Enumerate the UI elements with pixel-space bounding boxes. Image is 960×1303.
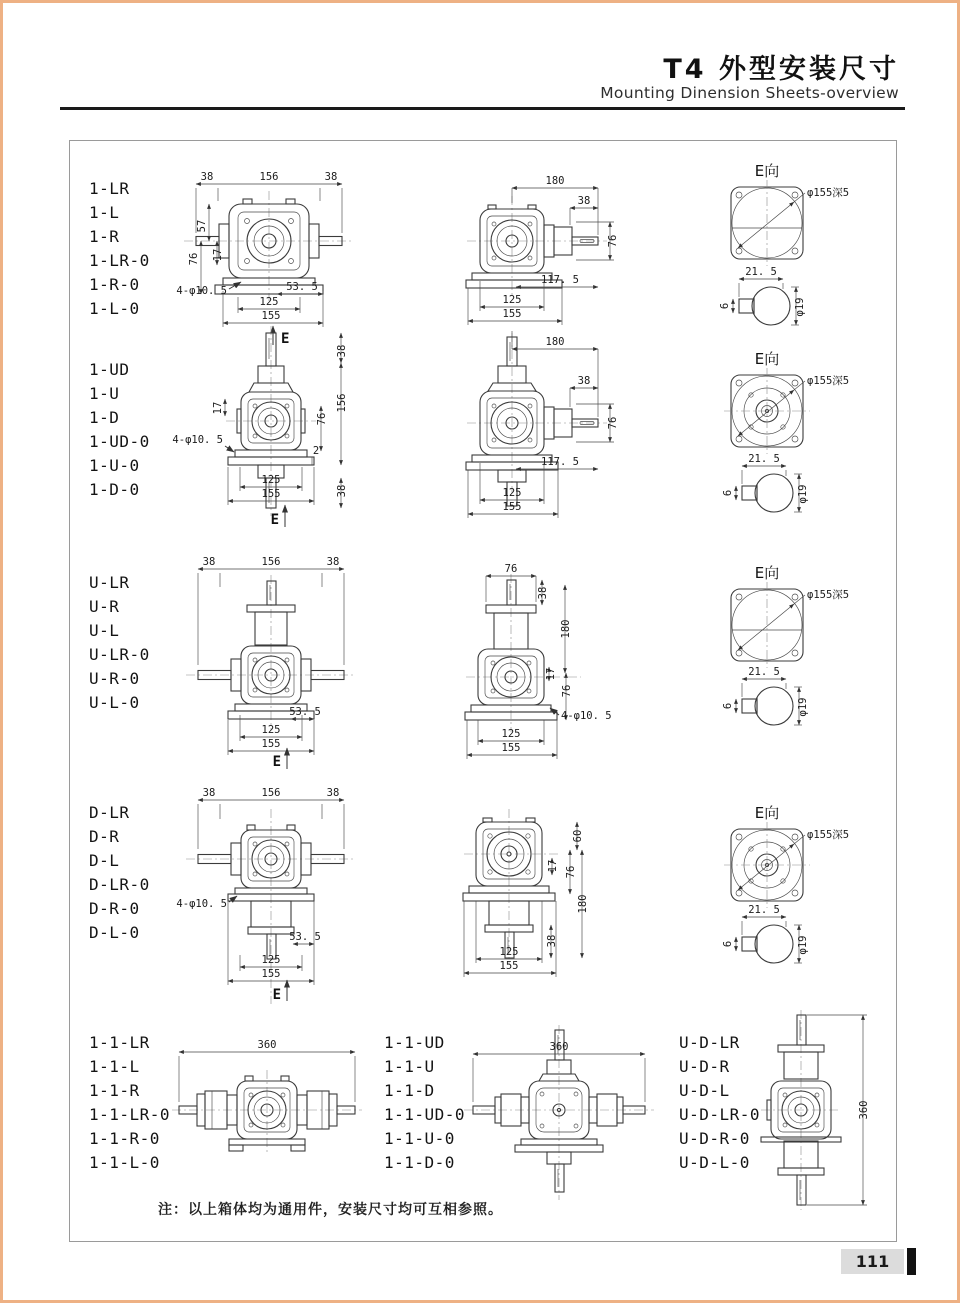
dim-label: 38 [546, 934, 558, 948]
model-label: 1-1-U-0 [384, 1129, 455, 1148]
model-label: 1-UD [89, 360, 130, 379]
model-label: U-D-LR [679, 1033, 740, 1052]
row1-e-view [731, 162, 849, 266]
model-label: 1-LR-0 [89, 251, 150, 270]
page-title: T4 外型安装尺寸 [663, 54, 899, 85]
model-label: U-D-LR-0 [679, 1105, 761, 1124]
model-label: 1-UD-0 [89, 432, 150, 451]
dim-label: 38 [537, 586, 549, 600]
dim-label: 38 [577, 195, 591, 207]
row3-e-view [731, 564, 849, 668]
row1-side-view [466, 175, 619, 325]
dim-label: 180 [560, 619, 572, 639]
dim-label: 38 [202, 787, 216, 799]
dim-label: 156 [261, 787, 281, 799]
dim-label: 156 [261, 556, 281, 568]
model-label: D-LR [89, 803, 130, 822]
dim-label: 38 [200, 171, 214, 183]
e-direction-label: E [272, 987, 281, 1003]
dim-label: 6 [722, 489, 734, 497]
drawings-canvas [70, 141, 896, 1241]
dim-label: 117. 5 [541, 456, 579, 468]
content-frame [69, 140, 897, 1242]
row3-front-view [186, 556, 356, 770]
row1-front-view [176, 171, 354, 347]
dim-label: 38 [202, 556, 216, 568]
row2-side-view [466, 331, 619, 518]
dim-label: φ19 [797, 484, 809, 504]
bottom-drawing-ud [464, 1025, 654, 1200]
model-label: 1-1-D [384, 1081, 435, 1100]
holes-callout: 4-φ10. 5 [176, 898, 227, 910]
row2-front-view [172, 326, 348, 528]
dim-label: 76 [565, 865, 577, 879]
model-label: 1-1-UD [384, 1033, 445, 1052]
dim-label: 21. 5 [748, 453, 780, 465]
model-label: D-R [89, 827, 120, 846]
bore-callout: φ155深5 [807, 829, 850, 841]
dim-label: 53. 5 [286, 281, 318, 293]
dim-label: φ19 [797, 935, 809, 955]
model-label: 1-1-D-0 [384, 1153, 455, 1172]
model-label: U-D-L-0 [679, 1153, 750, 1172]
dim-label: 60 [572, 829, 584, 843]
model-label: 1-D [89, 408, 120, 427]
dim-label: 156 [336, 393, 348, 413]
model-label: 1-D-0 [89, 480, 140, 499]
header-rule [60, 107, 905, 110]
dim-label: 155 [261, 310, 281, 322]
row2-shaft-section [722, 453, 809, 512]
dim-label: 76 [188, 252, 200, 266]
dim-label: 38 [324, 171, 338, 183]
row3-shaft-section [722, 666, 809, 725]
page-subtitle: Mounting Dinension Sheets-overview [600, 84, 899, 102]
dim-label: 17 [212, 248, 224, 262]
dim-label: 57 [196, 219, 208, 233]
model-label: U-LR [89, 573, 130, 592]
dim-label: 155 [501, 742, 521, 754]
model-label: 1-1-R [89, 1081, 140, 1100]
dim-label: 76 [561, 684, 573, 698]
model-label: D-R-0 [89, 899, 140, 918]
dim-label: 125 [261, 724, 281, 736]
model-label: 1-L-0 [89, 299, 140, 318]
dim-label: 155 [261, 968, 281, 980]
e-direction-label: E [281, 331, 290, 347]
bore-callout: φ155深5 [807, 589, 850, 601]
model-label: 1-1-U [384, 1057, 435, 1076]
model-label: 1-1-R-0 [89, 1129, 160, 1148]
holes-callout: 4-φ10. 5 [172, 434, 223, 446]
dim-label: 2 [312, 445, 320, 457]
dim-label: 21. 5 [748, 904, 780, 916]
row4-front-view [176, 787, 356, 1004]
dim-label: 125 [261, 954, 281, 966]
model-label: 1-U-0 [89, 456, 140, 475]
dim-label: 6 [722, 940, 734, 948]
model-label: U-R [89, 597, 120, 616]
model-label: 1-1-LR [89, 1033, 150, 1052]
footnote: 注：以上箱体均为通用件，安装尺寸均可互相参照。 [158, 1202, 503, 1218]
dim-label: 155 [261, 738, 281, 750]
dim-label: 38 [326, 787, 340, 799]
holes-callout: 4-φ10. 5 [176, 285, 227, 297]
dim-label: 6 [719, 302, 731, 310]
page-number-badge: 111 [841, 1249, 904, 1274]
dim-label: 155 [261, 488, 281, 500]
e-direction-label: E [270, 512, 279, 528]
dim-label: 53. 5 [289, 931, 321, 943]
e-view-title: E向 [754, 350, 780, 368]
model-label: U-D-L [679, 1081, 730, 1100]
model-label: 1-U [89, 384, 120, 403]
bore-callout: φ155深5 [807, 375, 850, 387]
model-label: U-L-0 [89, 693, 140, 712]
dim-label: 125 [501, 728, 521, 740]
page-number-bar [907, 1248, 916, 1275]
model-label: D-L [89, 851, 120, 870]
dim-label: 6 [722, 702, 734, 710]
dim-label: 17 [547, 859, 559, 873]
dim-label: 17 [545, 667, 557, 681]
dim-label: 53. 5 [289, 706, 321, 718]
row4-side-view [463, 809, 589, 977]
dim-label: 38 [336, 344, 348, 358]
dim-label: 38 [336, 484, 348, 498]
dim-label: 155 [499, 960, 519, 972]
dim-label: 125 [261, 474, 281, 486]
model-label: D-LR-0 [89, 875, 150, 894]
model-label: 1-1-LR-0 [89, 1105, 171, 1124]
model-label: U-L [89, 621, 120, 640]
bottom-drawing-lr [172, 1039, 362, 1155]
dim-label: 76 [607, 234, 619, 248]
dim-label: φ19 [794, 297, 806, 317]
model-label: U-LR-0 [89, 645, 150, 664]
model-label: D-L-0 [89, 923, 140, 942]
dim-label: 76 [504, 563, 518, 575]
dim-label: 155 [502, 501, 522, 513]
model-label: U-R-0 [89, 669, 140, 688]
dim-label: 180 [545, 175, 565, 187]
dim-label: 38 [577, 375, 591, 387]
bottom-drawing-ud-vertical [761, 1010, 870, 1210]
dim-label: φ19 [797, 697, 809, 717]
dim-label: 38 [326, 556, 340, 568]
model-label: 1-LR [89, 179, 130, 198]
dim-label: 180 [545, 336, 565, 348]
dim-label: 125 [502, 487, 522, 499]
row2-e-view [724, 350, 849, 454]
dim-label: 155 [502, 308, 522, 320]
dim-label: 360 [549, 1041, 569, 1053]
bore-callout: φ155深5 [807, 187, 850, 199]
dim-label: 125 [499, 946, 519, 958]
dim-label: 17 [212, 401, 224, 415]
model-label: 1-L [89, 203, 120, 222]
dim-label: 360 [858, 1100, 870, 1120]
dim-label: 76 [607, 416, 619, 430]
dim-label: 125 [502, 294, 522, 306]
dim-label: 76 [316, 412, 328, 426]
row3-side-view [465, 563, 612, 759]
row1-shaft-section [719, 266, 806, 325]
dim-label: 117. 5 [541, 274, 579, 286]
row4-shaft-section [722, 904, 809, 963]
model-label: U-D-R [679, 1057, 730, 1076]
model-label: 1-R [89, 227, 120, 246]
e-view-title: E向 [754, 564, 780, 582]
model-label: 1-1-L [89, 1057, 140, 1076]
e-view-title: E向 [754, 804, 780, 822]
row4-e-view [724, 804, 849, 908]
dim-label: 156 [259, 171, 279, 183]
e-direction-label: E [272, 754, 281, 770]
model-label: U-D-R-0 [679, 1129, 750, 1148]
dim-label: 21. 5 [748, 666, 780, 678]
dim-label: 360 [257, 1039, 277, 1051]
dim-label: 21. 5 [745, 266, 777, 278]
dim-label: 125 [259, 296, 279, 308]
model-label: 1-R-0 [89, 275, 140, 294]
model-label: 1-1-L-0 [89, 1153, 160, 1172]
holes-callout: 4-φ10. 5 [561, 710, 612, 722]
e-view-title: E向 [754, 162, 780, 180]
dim-label: 180 [577, 894, 589, 914]
model-label: 1-1-UD-0 [384, 1105, 466, 1124]
